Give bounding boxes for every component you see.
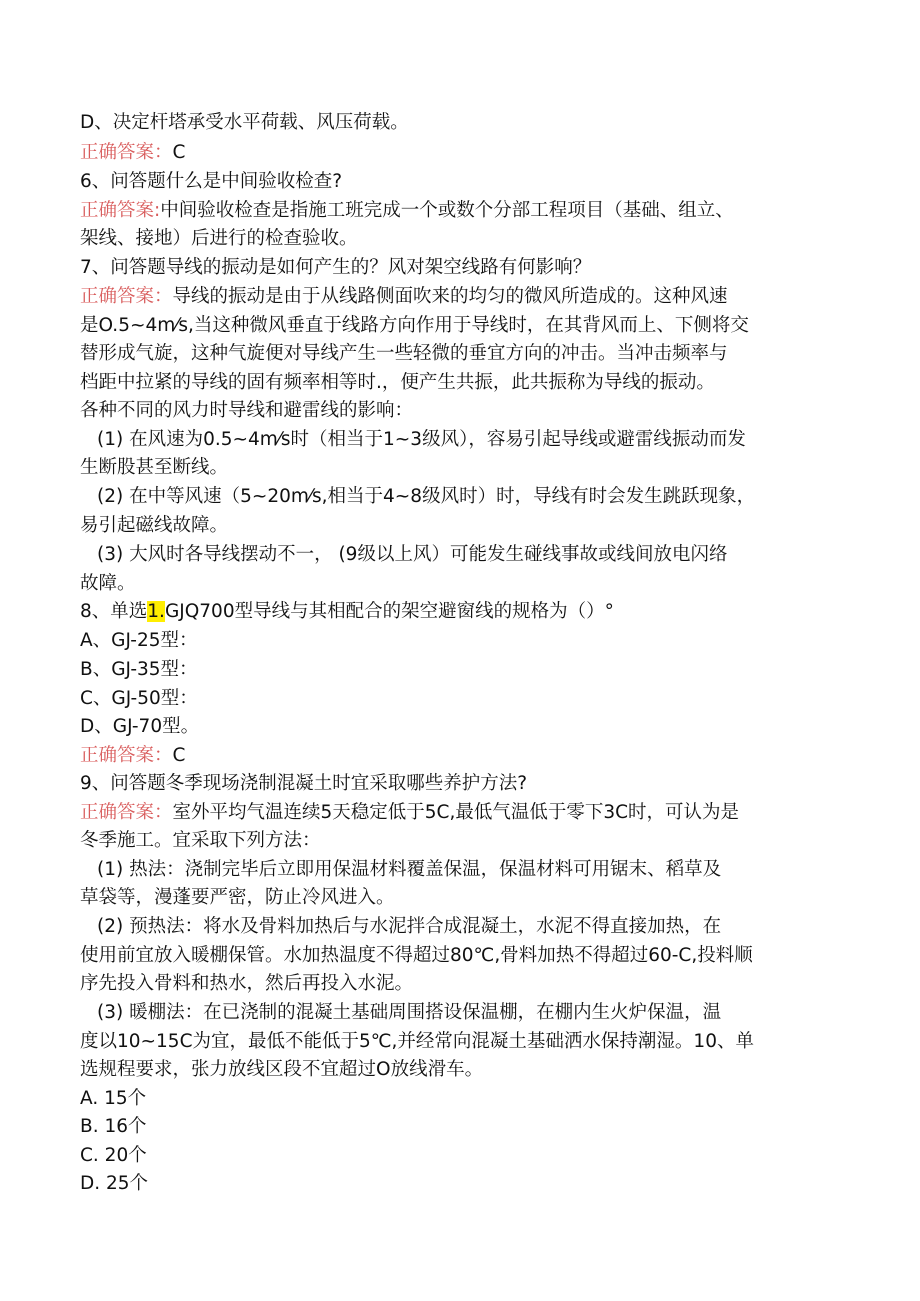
answer-text: 室外平均气温连续5天稳定低于5C,最低气温低于零下3C时，可认为是 — [172, 802, 740, 823]
option-a: A. 15个 — [80, 1088, 147, 1109]
option-d: D、GJ-70型。 — [80, 716, 200, 737]
option-b: B、GJ-35型： — [80, 659, 198, 680]
question-6: 6、问答题什么是中间验收检查? — [80, 171, 343, 192]
text-line: (1) 在风速为0.5~4m⁄s时（相当于1~3级风），容易引起导线或避雷线振动而发 — [97, 429, 746, 450]
question-8 — [80, 598, 614, 626]
text-line: 冬季施工。宜采取下列方法： — [80, 830, 321, 851]
text-line: 故障。 — [80, 573, 136, 594]
text-line: 使用前宜放入暖棚保管。水加热温度不得超过80℃,骨料加热不得超过60-C,投料顺 — [80, 945, 753, 966]
answer-label: 正确答案： — [80, 802, 173, 823]
answer-text: C — [172, 745, 186, 766]
text-line: (3) 暖棚法：在已浇制的混凝土基础周围搭设保温棚，在棚内生火炉保温，温 — [97, 1002, 722, 1023]
answer-text: 导线的振动是由于从线路侧面吹来的均匀的微风所造成的。这种风速 — [172, 286, 728, 307]
question-prefix: 8、单选 — [80, 601, 148, 622]
text-line: 是O.5~4m⁄s,当这种微风垂直于线路方向作用于导线时，在其背风而上、下侧将交 — [80, 315, 749, 336]
question-9: 9、问答题冬季现场浇制混凝土时宜采取哪些养护方法? — [80, 773, 528, 794]
text-line: 档距中拉紧的导线的固有频率相等时.，便产生共振，此共振称为导线的振动。 — [80, 372, 715, 393]
text-line: 架线、接地）后进行的检查验收。 — [80, 228, 358, 249]
text-line: 度以10~15C为宜，最低不能低于5℃,并经常向混凝土基础洒水保持潮湿。10、单 — [80, 1031, 754, 1052]
question-text: GJQ700型导线与其相配合的架空避窗线的规格为（）° — [164, 601, 614, 622]
answer-line — [80, 139, 185, 167]
option-d: D、决定杆塔承受水平荷载、风压荷载。 — [80, 112, 409, 133]
highlighted-number: 1. — [147, 601, 165, 622]
answer-label: 正确答案: — [80, 200, 161, 221]
answer-line — [80, 197, 734, 225]
text-line: 各种不同的风力时导线和避雷线的影响： — [80, 400, 414, 421]
text-line: (2) 预热法：将水及骨料加热后与水泥拌合成混凝土，水泥不得直接加热，在 — [97, 916, 722, 937]
text-line: (1) 热法：浇制完毕后立即用保温材料覆盖保温，保温材料可用锯末、稻草及 — [97, 859, 722, 880]
question-10-text: 选规程要求，张力放线区段不宜超过O放线滑车。 — [80, 1059, 484, 1080]
text-line: (2) 在中等风速（5~20m⁄s,相当于4~8级风时）时，导线有时会发生跳跃现象， — [97, 486, 756, 507]
text-line: 替形成气旋，这种气旋便对导线产生一些轻微的垂宜方向的冲击。当冲击频率与 — [80, 343, 728, 364]
answer-label: 正确答案： — [80, 745, 173, 766]
text-line: (3) 大风时各导线摆动不一， (9级以上风）可能发生碰线事故或线间放电闪络 — [97, 544, 728, 565]
text-line: 草袋等，漫蓬要严密，防止冷风进入。 — [80, 887, 395, 908]
text-line: 生断股甚至断线。 — [80, 457, 229, 478]
option-d: D. 25个 — [80, 1173, 149, 1194]
answer-label: 正确答案： — [80, 142, 173, 163]
answer-label: 正确答案： — [80, 286, 173, 307]
text-line: 易引起磁线故障。 — [80, 515, 229, 536]
answer-line — [80, 283, 728, 311]
answer-line — [80, 742, 185, 770]
option-c: C. 20个 — [80, 1145, 147, 1166]
text-line: 序先投入骨料和热水，然后再投入水泥。 — [80, 973, 414, 994]
option-a: A、GJ-25型： — [80, 630, 198, 651]
answer-text: 中间验收检查是指施工班完成一个或数个分部工程项目（基础、组立、 — [160, 200, 734, 221]
answer-text: C — [172, 142, 186, 163]
option-b: B. 16个 — [80, 1116, 147, 1137]
question-7: 7、问答题导线的振动是如何产生的？风对架空线路有何影响？ — [80, 257, 592, 278]
answer-line — [80, 799, 739, 827]
option-c: C、GJ-50型： — [80, 688, 198, 709]
